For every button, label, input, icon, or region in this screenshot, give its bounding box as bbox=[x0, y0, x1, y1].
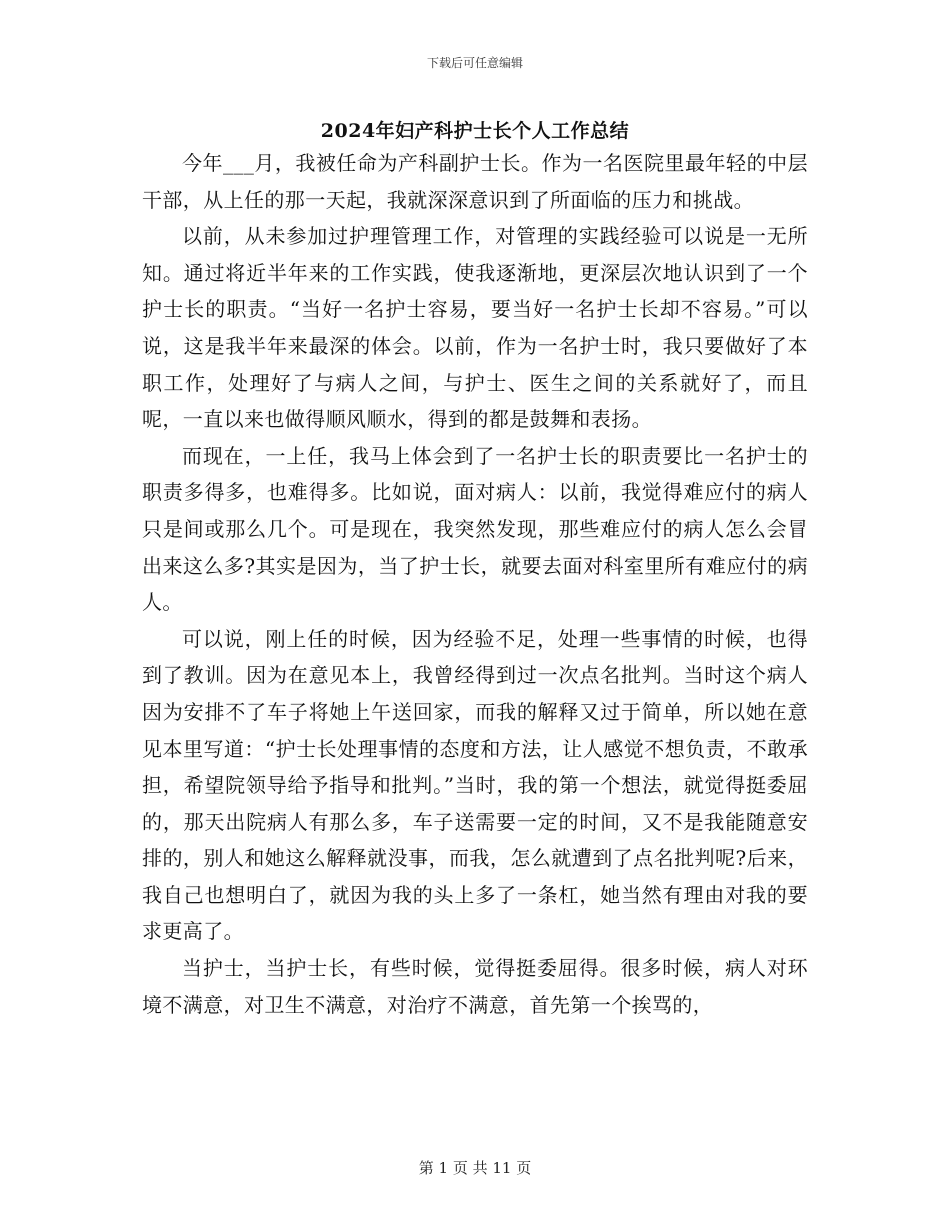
paragraph: 当护士，当护士长，有些时候，觉得挺委屈得。很多时候，病人对环境不满意，对卫生不满意，对治疗不满意，首先第一个挨骂的， bbox=[142, 956, 808, 1017]
page-header-note: 下载后可任意编辑 bbox=[426, 56, 523, 70]
paragraph: 今年___月，我被任命为产科副护士长。作为一名医院里最年轻的中层干部，从上任的那一天起，我就深深意识到了所面临的压力和挑战。 bbox=[142, 151, 808, 212]
paragraph: 而现在，一上任，我马上体会到了一名护士长的职责要比一名护士的职责多得多，也难得多。比如说，面对病人：以前，我觉得难应付的病人只是间或那么几个。可是现在，我突然发现，那些难应付的病人怎么会冒出来这么多?其实是因为，当了护士长，就要去面对科室里所有难应付的病人。 bbox=[142, 443, 808, 615]
paragraph: 可以说，刚上任的时候，因为经验不足，处理一些事情的时候，也得到了教训。因为在意见本上，我曾经得到过一次点名批判。当时这个病人因为安排不了车子将她上午送回家，而我的解释又过于简单，所以她在意见本里写道：“护士长处理事情的态度和方法，让人感觉不想负责，不敢承担，希望院领导给予指导和批判。”当时，我的第一个想法，就觉得挺委屈的，那天出院病人有那么多，车子送需要一定的时间，又不是我能随意安排的，别人和她这么解释就没事，而我，怎么就遭到了点名批判呢?后来，我自己也想明白了，就因为我的头上多了一条杠，她当然有理由对我的要求更高了。 bbox=[142, 626, 808, 944]
document-title: 2024年妇产科护士长个人工作总结 bbox=[320, 120, 630, 142]
paragraph: 以前，从未参加过护理管理工作，对管理的实践经验可以说是一无所知。通过将近半年来的工作实践，使我逐渐地，更深层次地认识到了一个护士长的职责。“当好一名护士容易，要当好一名护士长却不容易。”可以说，这是我半年来最深的体会。以前，作为一名护士时，我只要做好了本职工作，处理好了与病人之间，与护士、医生之间的关系就好了，而且呢，一直以来也做得顺风顺水，得到的都是鼓舞和表扬。 bbox=[142, 224, 808, 432]
document-body bbox=[142, 145, 808, 1023]
page-number-footer: 第 1 页 共 11 页 bbox=[418, 1159, 532, 1177]
